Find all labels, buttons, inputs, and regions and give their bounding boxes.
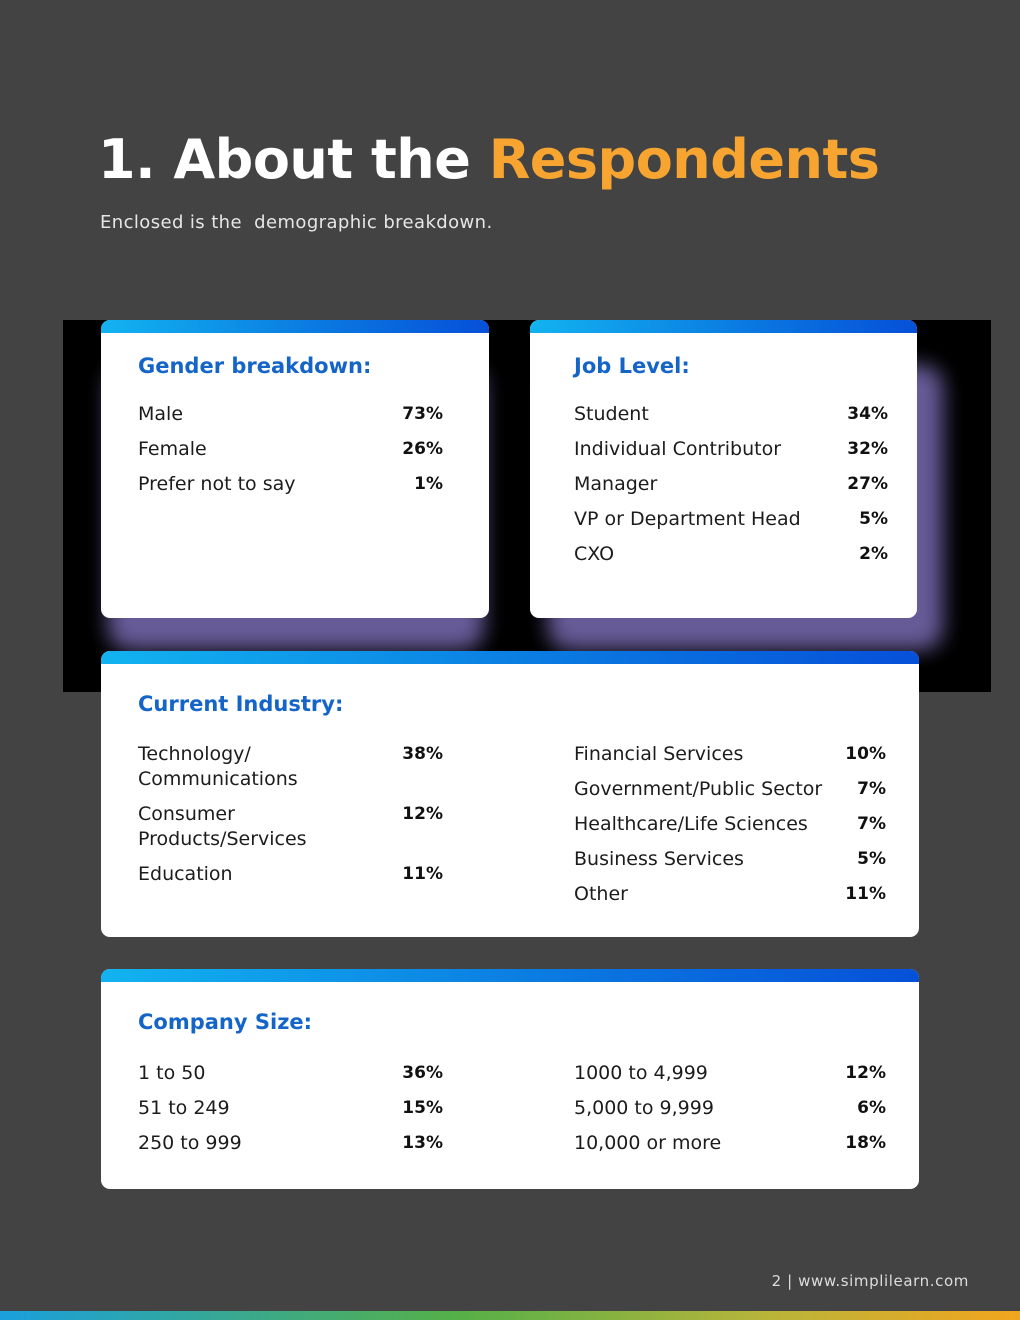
card-accent-bar (530, 320, 917, 333)
card-accent-bar (101, 320, 489, 333)
list-item (574, 777, 886, 802)
list-item-label: 250 to 999 (138, 1132, 242, 1154)
list-item-label: Male (138, 403, 184, 425)
list-item-percentage: 2% (859, 544, 888, 564)
list-item-percentage: 11% (845, 884, 886, 904)
list-item-percentage: 26% (402, 439, 443, 459)
list-item (574, 847, 886, 872)
list-item-percentage: 38% (402, 744, 443, 764)
list-item (574, 742, 886, 767)
industry-card (101, 651, 919, 937)
list-item (574, 1061, 886, 1086)
list-item-label: 1 to 50 (138, 1062, 206, 1084)
job-level-card-title: Job Level: (574, 354, 690, 378)
list-item-label: Student (574, 403, 649, 425)
list-item (574, 472, 888, 497)
page-subtitle: Enclosed is the demographic breakdown. (100, 212, 493, 233)
card-accent-bar (101, 651, 919, 664)
list-item (138, 472, 443, 497)
list-item-label: Technology/ Communications (138, 743, 298, 790)
list-item-percentage: 18% (845, 1133, 886, 1153)
list-item (138, 1131, 443, 1156)
list-item (574, 402, 888, 427)
list-item (138, 802, 443, 852)
list-item-label: Financial Services (574, 743, 744, 765)
list-item (138, 1061, 443, 1086)
list-item-label: CXO (574, 543, 615, 565)
list-item-percentage: 15% (402, 1098, 443, 1118)
list-item-percentage: 36% (402, 1063, 443, 1083)
list-item-label: 5,000 to 9,999 (574, 1097, 714, 1119)
page-title-prefix: 1. About the (98, 128, 471, 191)
list-item (574, 1131, 886, 1156)
company-size-list-right (574, 1061, 886, 1166)
list-item-percentage: 12% (402, 804, 443, 824)
list-item-percentage: 12% (845, 1063, 886, 1083)
list-item-percentage: 5% (859, 509, 888, 529)
list-item (138, 742, 443, 792)
list-item (574, 1096, 886, 1121)
page-footer: 2 | www.simplilearn.com (771, 1272, 969, 1290)
company-size-card-title: Company Size: (138, 1010, 313, 1034)
industry-card-title: Current Industry: (138, 692, 344, 716)
list-item-label: Healthcare/Life Sciences (574, 813, 808, 835)
list-item-label: Business Services (574, 848, 744, 870)
list-item-percentage: 1% (414, 474, 443, 494)
job-level-card (530, 320, 917, 618)
list-item (574, 542, 888, 567)
list-item (138, 862, 443, 887)
list-item-percentage: 27% (847, 474, 888, 494)
list-item-percentage: 7% (857, 779, 886, 799)
list-item-percentage: 10% (845, 744, 886, 764)
list-item-label: VP or Department Head (574, 508, 801, 530)
list-item-percentage: 13% (402, 1133, 443, 1153)
page-title (98, 128, 879, 192)
list-item-percentage: 7% (857, 814, 886, 834)
job-level-list (574, 402, 888, 577)
company-size-list-left (138, 1061, 443, 1166)
list-item (138, 1096, 443, 1121)
list-item-label: Individual Contributor (574, 438, 782, 460)
list-item-percentage: 34% (847, 404, 888, 424)
list-item-percentage: 73% (402, 404, 443, 424)
card-accent-bar (101, 969, 919, 982)
list-item (574, 882, 886, 907)
gender-card (101, 320, 489, 618)
list-item-label: 10,000 or more (574, 1132, 722, 1154)
list-item-label: Manager (574, 473, 658, 495)
list-item (138, 402, 443, 427)
list-item-label: Other (574, 883, 628, 905)
list-item-percentage: 6% (857, 1098, 886, 1118)
list-item (138, 437, 443, 462)
list-item-label: Government/Public Sector (574, 778, 823, 800)
list-item-percentage: 11% (402, 864, 443, 884)
industry-list-left (138, 742, 443, 897)
list-item-label: Prefer not to say (138, 473, 296, 495)
list-item (574, 437, 888, 462)
industry-list-right (574, 742, 886, 917)
list-item-percentage: 5% (857, 849, 886, 869)
page-title-accent: Respondents (488, 128, 880, 191)
list-item-label: 51 to 249 (138, 1097, 230, 1119)
list-item-label: Education (138, 863, 233, 885)
list-item (574, 812, 886, 837)
gender-list (138, 402, 443, 507)
list-item-label: Consumer Products/Services (138, 803, 307, 850)
list-item-label: 1000 to 4,999 (574, 1062, 708, 1084)
list-item-label: Female (138, 438, 207, 460)
company-size-card (101, 969, 919, 1189)
bottom-color-stripe (0, 1311, 1020, 1320)
gender-card-title: Gender breakdown: (138, 354, 372, 378)
list-item-percentage: 32% (847, 439, 888, 459)
list-item (574, 507, 888, 532)
